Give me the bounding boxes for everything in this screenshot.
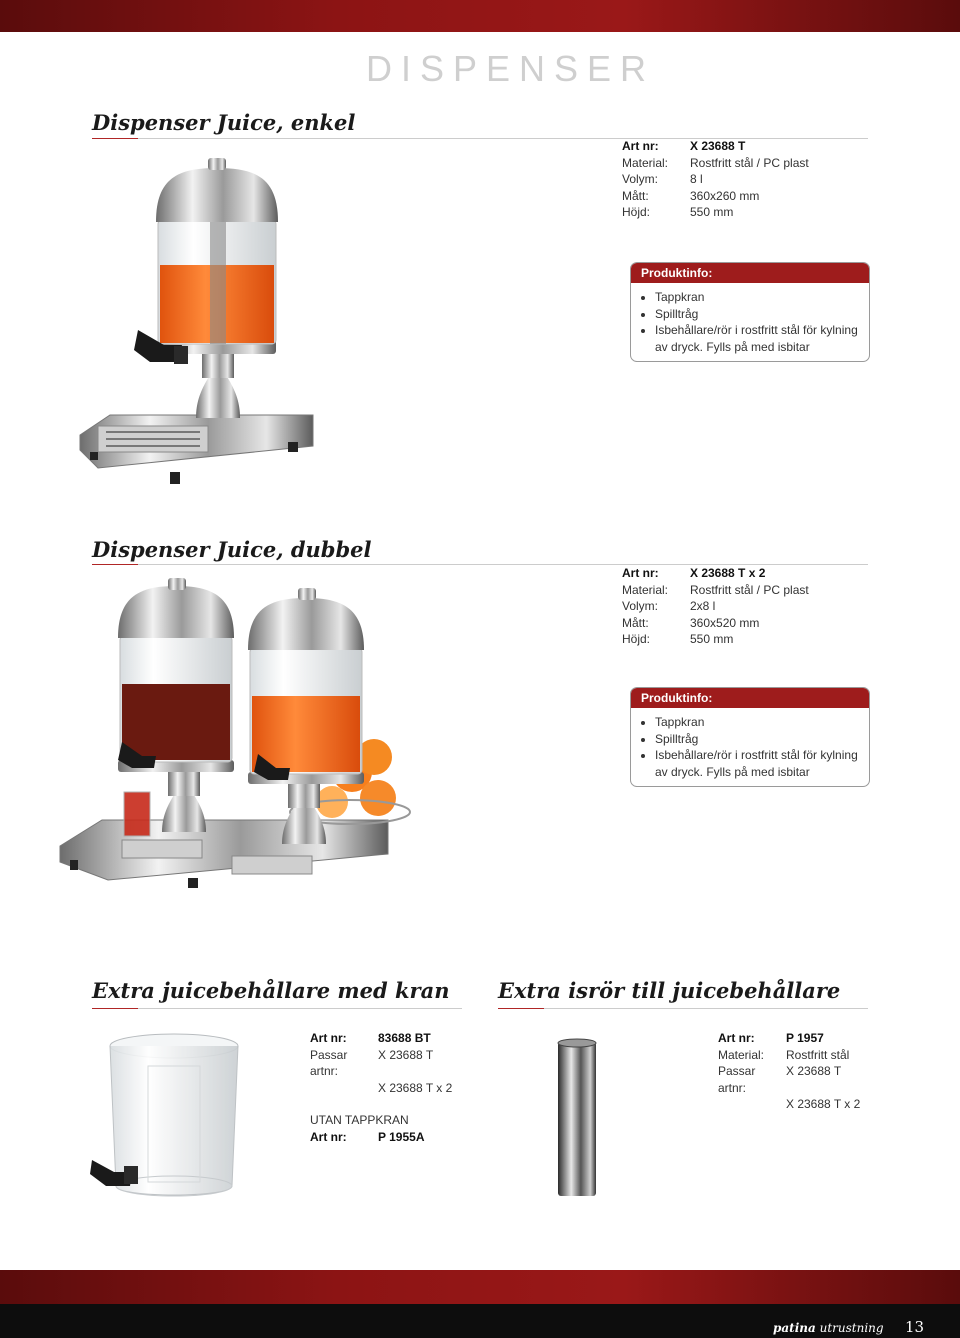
spec-value: X 23688 T [378, 1047, 434, 1062]
page-title: DISPENSER [366, 48, 656, 89]
spec-row [622, 565, 809, 582]
spec-row [622, 138, 809, 155]
spec-value: Rostfritt stål / PC plast [690, 582, 809, 597]
title-divider [92, 1008, 462, 1009]
produktinfo-list [631, 708, 869, 786]
spec-row [622, 598, 809, 615]
title-divider-accent [92, 564, 138, 565]
list-item: • Spilltråg [655, 306, 861, 323]
spec-label: Passar artnr: [310, 1047, 348, 1078]
spec-row [310, 1129, 452, 1146]
spec-row [622, 615, 809, 632]
spec-value: X 23688 T [690, 139, 746, 153]
spec-row [718, 1063, 860, 1096]
spec-value: 8 l [690, 172, 703, 186]
spec-label: Volym: [622, 599, 659, 613]
list-item: • Tappkran [655, 714, 861, 731]
produktinfo-box-dubbel [630, 687, 870, 787]
bottom-banner [0, 1270, 960, 1304]
spec-value: X 23688 T x 2 [786, 1097, 861, 1111]
spec-label: Passar artnr: [718, 1064, 756, 1095]
spec-value: P 1957 [786, 1031, 824, 1045]
title-divider-accent [92, 1008, 138, 1009]
spec-row [718, 1030, 860, 1047]
produktinfo-list [631, 283, 869, 361]
utan-tappkran-label: UTAN TAPPKRAN [310, 1113, 409, 1127]
product-title-dubbel: Dispenser Juice, dubbel [92, 537, 372, 562]
spec-value: 83688 BT [378, 1031, 431, 1045]
spec-label: Material: [622, 155, 669, 170]
extra-spec-left [310, 1030, 452, 1145]
spec-value: Rostfritt stål / PC plast [690, 155, 809, 170]
spec-row [622, 582, 809, 599]
juice-container-image [88, 1026, 248, 1212]
spec-label: Mått: [622, 615, 649, 630]
spec-value: 360x520 mm [690, 615, 760, 630]
spec-row [622, 188, 809, 205]
spec-label: Art nr: [718, 1031, 755, 1045]
spec-table-enkel [622, 138, 809, 221]
spec-label: Mått: [622, 188, 649, 203]
spec-label: Material: [622, 582, 669, 597]
produktinfo-box-enkel [630, 262, 870, 362]
footer-brand [773, 1321, 884, 1335]
spec-value: X 23688 T [786, 1064, 842, 1078]
top-banner [0, 0, 960, 32]
list-item: • Spilltråg [655, 731, 861, 748]
title-divider [498, 1008, 868, 1009]
list-item: • Isbehållare/rör i rostfritt stål för kylning av dryck. Fylls på med isbitar [655, 322, 861, 355]
spec-label: Art nr: [310, 1129, 347, 1144]
brand-name: patina [773, 1321, 816, 1335]
spec-value: 550 mm [690, 632, 734, 646]
dispenser-double-image [52, 572, 428, 918]
spec-value: X 23688 T x 2 [690, 566, 766, 580]
spec-value: 550 mm [690, 205, 734, 219]
spec-row [310, 1047, 452, 1080]
extra-title-juicebehallare: Extra juicebehållare med kran [92, 978, 450, 1003]
ice-tube-image [556, 1038, 598, 1200]
list-item: • Isbehållare/rör i rostfritt stål för kylning av dryck. Fylls på med isbitar [655, 747, 861, 780]
spec-label: Höjd: [622, 632, 651, 646]
dispenser-single-image [78, 150, 318, 490]
spec-value: P 1955A [378, 1129, 425, 1144]
brand-suffix: utrustning [815, 1321, 884, 1335]
spec-row [310, 1080, 452, 1097]
spec-row [622, 631, 809, 648]
spec-value: Rostfritt stål [786, 1047, 850, 1062]
list-item: • Tappkran [655, 289, 861, 306]
spec-value: X 23688 T x 2 [378, 1080, 453, 1095]
spec-label: Art nr: [622, 139, 659, 153]
spec-table-dubbel [622, 565, 809, 648]
spec-label: Art nr: [622, 566, 659, 580]
spec-value: 2x8 l [690, 599, 716, 613]
produktinfo-header: Produktinfo: [631, 263, 869, 283]
spec-label: Material: [718, 1047, 765, 1062]
spec-row [310, 1030, 452, 1047]
page-number: 13 [905, 1318, 925, 1336]
spec-row [718, 1047, 860, 1064]
spec-row [622, 204, 809, 221]
spec-label: Art nr: [310, 1031, 347, 1045]
spec-row [622, 171, 809, 188]
spec-value: 360x260 mm [690, 188, 760, 203]
spec-label: Höjd: [622, 205, 651, 219]
title-divider-accent [498, 1008, 544, 1009]
produktinfo-header: Produktinfo: [631, 688, 869, 708]
title-divider-accent [92, 138, 138, 139]
spec-row [622, 155, 809, 172]
product-title-enkel: Dispenser Juice, enkel [92, 110, 356, 135]
spec-label: Volym: [622, 172, 659, 186]
extra-spec-right [718, 1030, 860, 1113]
extra-title-isror: Extra isrör till juicebehållare [498, 978, 841, 1003]
spec-row [718, 1096, 860, 1113]
